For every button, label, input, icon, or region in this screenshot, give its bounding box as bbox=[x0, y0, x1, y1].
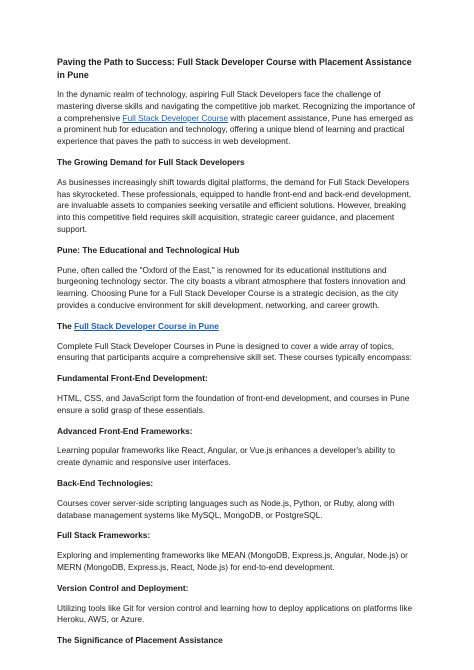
intro-text-before-link: In the dynamic realm of technology, aspiring Full Stack Developers face the challenge of mastering diverse skills and navigating the competitive job market. Recognizing the importance of a comprehensive bbox=[57, 89, 415, 123]
paragraph-course-in-pune: Complete Full Stack Developer Courses in Pune is designed to cover a wide array of topics, ensuring that participants acquire a comprehensive skill set. These courses typically encompass: bbox=[57, 340, 412, 363]
paragraph-front-end-development: HTML, CSS, and JavaScript form the foundation of front-end development, and courses in Pune ensure a solid grasp of these essentials. bbox=[57, 392, 410, 415]
paragraph-advanced-front-end: Learning popular frameworks like React, Angular, or Vue.js enhances a developer's ability to create dynamic and responsive user interfaces. bbox=[57, 445, 395, 468]
course-in-pune-link[interactable]: Full Stack Developer Course in Pune bbox=[74, 320, 219, 331]
heading-placement-assistance: The Significance of Placement Assistance bbox=[57, 635, 223, 646]
paragraph-back-end-technologies: Courses cover server-side scripting languages such as Node.js, Python, or Ruby, along with database management systems like MySQL, MongoDB, or PostgreSQL. bbox=[57, 497, 395, 520]
document-title: Paving the Path to Success: Full Stack Developer Course with Placement Assistance in Pune bbox=[57, 57, 412, 80]
heading-growing-demand: The Growing Demand for Full Stack Developers bbox=[57, 156, 245, 167]
heading-course-in-pune bbox=[57, 321, 419, 333]
paragraph-pune-hub: Pune, often called the "Oxford of the East," is renowned for its educational institutions and burgeoning technology sector. The city boasts a vibrant atmosphere that fosters innovation and learning. Choosing Pune for a Full Stack Developer Course is a strategic decision, as the city provides a conducive environment for skill development, networking, and career growth. bbox=[57, 264, 406, 310]
heading-version-control: Version Control and Deployment: bbox=[57, 582, 189, 593]
intro-text-after-link: with placement assistance, Pune has emerged as a prominent hub for education and technology, offering a unique blend of learning and practical experience that paves the path to success in web development. bbox=[57, 112, 414, 147]
heading-course-prefix: The bbox=[57, 320, 75, 331]
intro-paragraph bbox=[57, 89, 419, 148]
document-page bbox=[57, 56, 419, 655]
heading-front-end-development: Fundamental Front-End Development: bbox=[57, 373, 208, 384]
full-stack-course-link[interactable]: Full Stack Developer Course bbox=[122, 112, 229, 123]
heading-pune-hub: Pune: The Educational and Technological Hub bbox=[57, 244, 240, 255]
heading-advanced-front-end: Advanced Front-End Frameworks: bbox=[57, 425, 193, 436]
heading-full-stack-frameworks: Full Stack Frameworks: bbox=[57, 530, 151, 541]
paragraph-version-control: Utilizing tools like Git for version control and learning how to deploy applications on platforms like Heroku, AWS, or Azure. bbox=[57, 602, 413, 625]
heading-back-end-technologies: Back-End Technologies: bbox=[57, 477, 154, 488]
paragraph-growing-demand: As businesses increasingly shift towards digital platforms, the demand for Full Stack Developers has skyrocketed. These professionals, equipped to handle front-end and back-end development, are invaluable assets to companies seeking versatile and efficient solutions. However, breaking into this competitive field requires skill acquisition, strategic career guidance, and placement support. bbox=[57, 176, 412, 234]
paragraph-full-stack-frameworks: Exploring and implementing frameworks like MEAN (MongoDB, Express.js, Angular, Node.js) or MERN (MongoDB, Express.js, React, Node.js) for end-to-end development. bbox=[57, 550, 408, 572]
